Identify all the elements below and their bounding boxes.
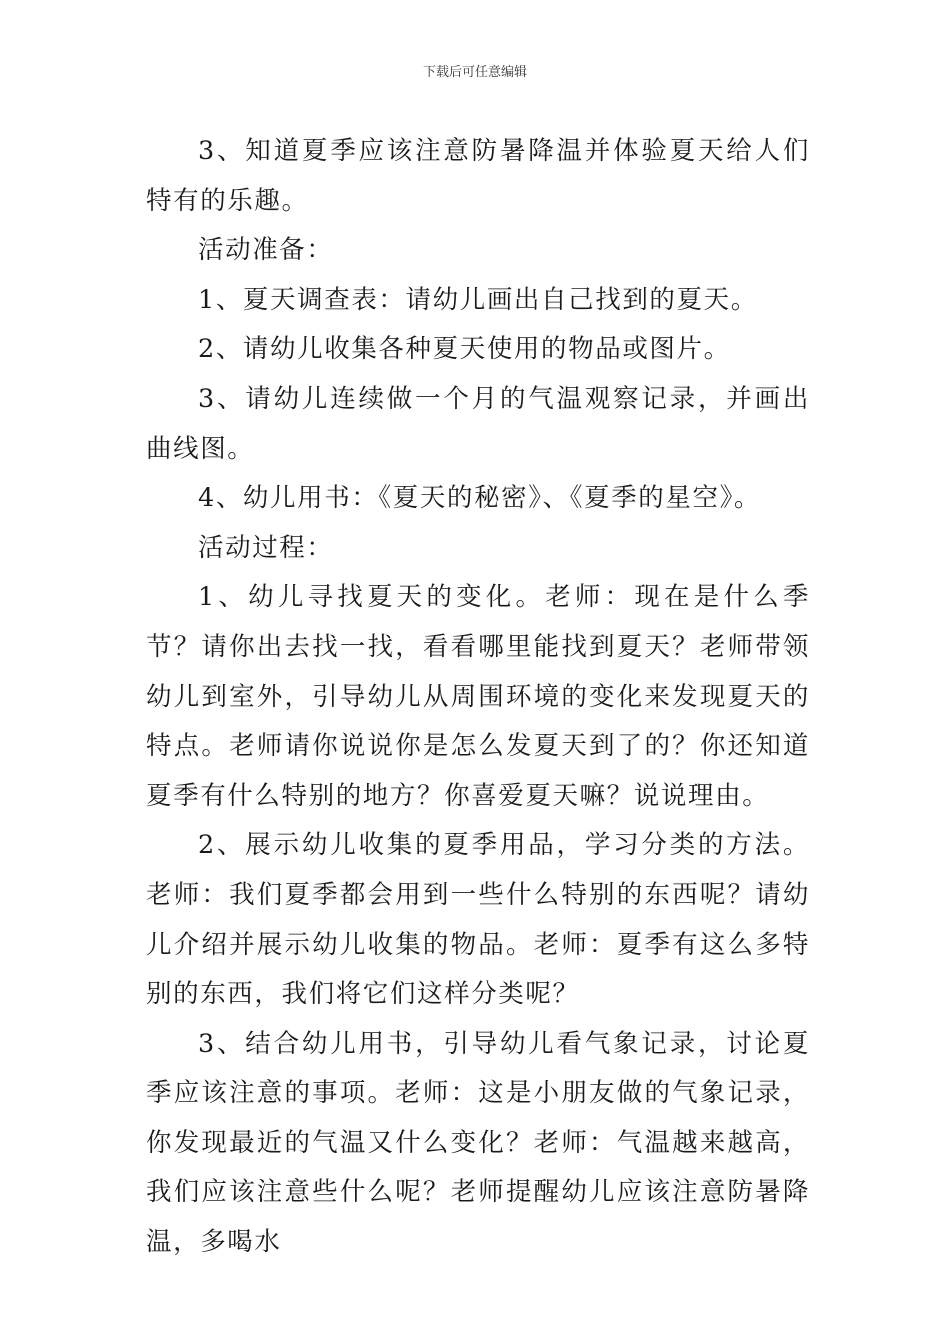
- paragraph: 3、知道夏季应该注意防暑降温并体验夏天给人们特有的乐趣。: [146, 136, 810, 216]
- page-header: 下载后可任意编辑: [422, 65, 527, 80]
- section-heading-process: 活动过程：: [198, 532, 334, 563]
- paragraph: 4、幼儿用书：《夏天的秘密》、《夏季的星空》。: [198, 483, 762, 514]
- paragraph: 3、结合幼儿用书，引导幼儿看气象记录，讨论夏季应该注意的事项。老师：这是小朋友做的气象记录，你发现最近的气温又什么变化？老师：气温越来越高，我们应该注意些什么呢？老师提醒幼儿应该注意防暑降温，多喝水: [146, 1028, 810, 1258]
- paragraph: 2、展示幼儿收集的夏季用品，学习分类的方法。老师：我们夏季都会用到一些什么特别的东西呢？请幼儿介绍并展示幼儿收集的物品。老师：夏季有这么多特别的东西，我们将它们这样分类呢？: [146, 830, 810, 1010]
- document-body: [146, 127, 810, 1268]
- section-heading-preparation: 活动准备：: [198, 235, 334, 266]
- paragraph: 3、请幼儿连续做一个月的气温观察记录，并画出曲线图。: [146, 383, 810, 464]
- paragraph: 1、夏天调查表：请幼儿画出自己找到的夏天。: [198, 284, 758, 315]
- paragraph: 2、请幼儿收集各种夏天使用的物品或图片。: [198, 334, 731, 365]
- paragraph: 1、幼儿寻找夏天的变化。老师：现在是什么季节？请你出去找一找，看看哪里能找到夏天？老师带领幼儿到室外，引导幼儿从周围环境的变化来发现夏天的特点。老师请你说说你是怎么发夏天到了的？你还知道夏季有什么特别的地方？你喜爱夏天嘛？说说理由。: [146, 582, 810, 811]
